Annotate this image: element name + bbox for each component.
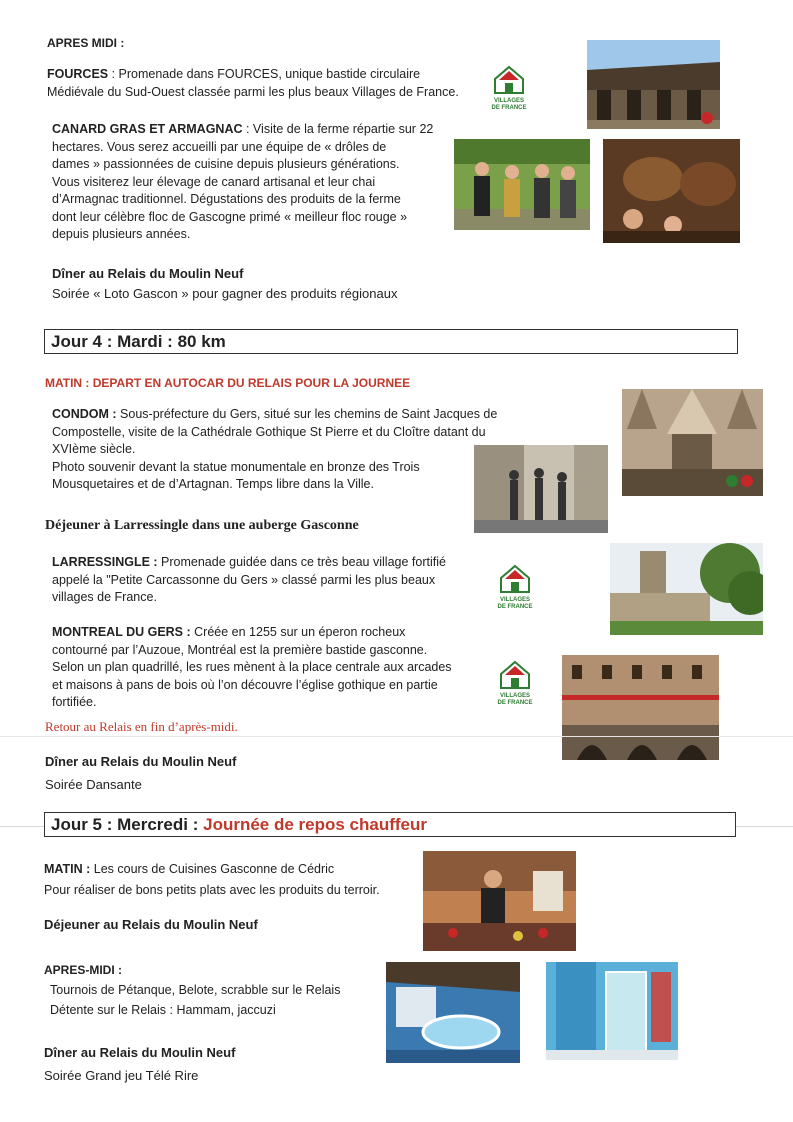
day5-morning-line-1 (44, 862, 334, 876)
photo-montreal-du-gers-image (562, 655, 719, 760)
day5-morning-line-2: Pour réaliser de bons petits plats avec les produits du terroir. (44, 883, 380, 897)
day5-title (44, 812, 736, 837)
logo-text (497, 693, 533, 707)
day4-lunch: Déjeuner à Larressingle dans une auberge Gasconne (45, 518, 359, 533)
day5-lunch: Déjeuner au Relais du Moulin Neuf (44, 917, 258, 932)
canard-paragraph (52, 121, 452, 244)
photo-fources (587, 40, 720, 129)
photo-montreal-du-gers (562, 655, 719, 760)
photo-larressingle (610, 543, 763, 635)
village-house-icon (497, 564, 533, 594)
day5-afternoon-heading: APRES-MIDI : (44, 963, 122, 977)
villages-de-france-logo (497, 660, 533, 704)
logo-text-line-2: DE FRANCE (491, 105, 527, 111)
day4-title: Jour 4 : Mardi : 80 km (44, 329, 738, 354)
canard-line-2: hectares. Vous serez accueilli par une équipe de « drôles de (52, 139, 387, 154)
logo-text (497, 597, 533, 611)
photo-armagnac-cellar-image (603, 139, 740, 243)
fources-title: FOURCES (47, 67, 109, 81)
condom-line-3: XVIème siècle. (52, 442, 136, 456)
photo-hammam (546, 962, 678, 1060)
day5-afternoon-line-2: Détente sur le Relais : Hammam, jaccuzi (50, 1003, 276, 1017)
day5-morning-label: MATIN : (44, 862, 91, 876)
canard-line-4: Vous visiterez leur élevage de canard artisanal et leur chai (52, 174, 376, 189)
afternoon-dinner: Dîner au Relais du Moulin Neuf (52, 266, 244, 281)
condom-line-2: Compostelle, visite de la Cathédrale Gothique St Pierre et du Cloître datant du (52, 424, 486, 439)
condom-line-1: Sous-préfecture du Gers, situé sur les chemins de Saint Jacques de (116, 407, 498, 421)
montreal-line-3: Selon un plan quadrillé, les rues mènent à la place centrale aux arcades (52, 660, 452, 674)
fources-line-1: : Promenade dans FOURCES, unique bastide circulaire (108, 67, 421, 81)
village-house-icon (491, 65, 527, 95)
logo-text-line-1: VILLAGES (499, 693, 530, 699)
day5-afternoon-line-1: Tournois de Pétanque, Belote, scrabble sur le Relais (50, 983, 341, 997)
condom-line-5: Mousquetaires et de d’Artagnan. Temps libre dans la Ville. (52, 477, 374, 491)
larressingle-paragraph (52, 554, 478, 607)
fources-paragraph (47, 66, 487, 101)
montreal-title: MONTREAL DU GERS : (52, 625, 191, 639)
village-house-icon (497, 660, 533, 690)
photo-musketeers-statue-image (474, 445, 608, 533)
villages-de-france-logo (491, 65, 527, 109)
day5-evening: Soirée Grand jeu Télé Rire (44, 1068, 199, 1083)
afternoon-heading: APRES MIDI : (47, 36, 125, 50)
logo-text-line-2: DE FRANCE (497, 604, 533, 610)
canard-title: CANARD GRAS ET ARMAGNAC (52, 122, 243, 136)
photo-cooking-class-image (423, 851, 576, 951)
day5-title-highlight: Journée de repos chauffeur (203, 815, 427, 834)
canard-line-1: : Visite de la ferme répartie sur 22 (242, 122, 434, 136)
condom-paragraph (52, 406, 528, 494)
day4-evening: Soirée Dansante (45, 777, 142, 792)
day5-morning-text: Les cours de Cuisines Gasconne de Cédric (90, 862, 335, 876)
photo-armagnac-cellar (603, 139, 740, 243)
photo-jacuzzi-image (386, 962, 520, 1063)
condom-line-4: Photo souvenir devant la statue monumentale en bronze des Trois (52, 459, 420, 474)
photo-cooking-class (423, 851, 576, 951)
montreal-line-1: Créée en 1255 sur un éperon rocheux (190, 625, 406, 639)
villages-de-france-logo (497, 564, 533, 608)
photo-condom-cathedral (622, 389, 763, 496)
day5-title-main: Jour 5 : Mercredi : (51, 815, 204, 834)
larressingle-line-2: appelé la "Petite Carcassonne du Gers » classé parmi les plus beaux (52, 572, 436, 587)
divider (0, 736, 793, 737)
photo-hammam-image (546, 962, 678, 1060)
photo-musketeers-statue (474, 445, 608, 533)
larressingle-line-1: Promenade guidée dans ce très beau village fortifié (157, 555, 446, 569)
photo-larressingle-image (610, 543, 763, 635)
day5-dinner: Dîner au Relais du Moulin Neuf (44, 1045, 236, 1060)
day4-dinner: Dîner au Relais du Moulin Neuf (45, 754, 237, 769)
photo-condom-cathedral-image (622, 389, 763, 496)
logo-text-line-1: VILLAGES (493, 98, 524, 104)
afternoon-evening: Soirée « Loto Gascon » pour gagner des produits régionaux (52, 286, 398, 301)
condom-title: CONDOM : (52, 407, 117, 421)
logo-text-line-2: DE FRANCE (497, 700, 533, 706)
photo-jacuzzi (386, 962, 520, 1063)
canard-line-3: dames » passionnées de cuisine depuis plusieurs générations. (52, 157, 400, 171)
canard-line-5: d’Armagnac traditionnel. Dégustations des produits de la ferme (52, 192, 401, 206)
montreal-line-2: contourné par l’Auzoue, Montréal est la première bastide gasconne. (52, 642, 428, 657)
canard-line-6: dont leur célèbre floc de Gascogne primé « meilleur floc rouge » (52, 209, 408, 224)
logo-text (491, 98, 527, 112)
montreal-line-5: fortifiée. (52, 695, 97, 709)
montreal-paragraph (52, 624, 482, 712)
logo-text-line-1: VILLAGES (499, 597, 530, 603)
photo-farm-team (454, 139, 590, 230)
day4-return: Retour au Relais en fin d’après-midi. (45, 719, 238, 734)
larressingle-line-3: villages de France. (52, 590, 157, 604)
canard-line-7: depuis plusieurs années. (52, 227, 191, 241)
photo-fources-image (587, 40, 720, 129)
day4-morning: MATIN : DEPART EN AUTOCAR DU RELAIS POUR LA JOURNEE (45, 376, 411, 390)
photo-farm-team-image (454, 139, 590, 230)
fources-line-2: Médiévale du Sud-Ouest classée parmi les plus beaux Villages de France. (47, 84, 459, 99)
montreal-line-4: et maisons à pans de bois où l’on découvre l’église gothique en partie (52, 677, 438, 692)
larressingle-title: LARRESSINGLE : (52, 555, 158, 569)
